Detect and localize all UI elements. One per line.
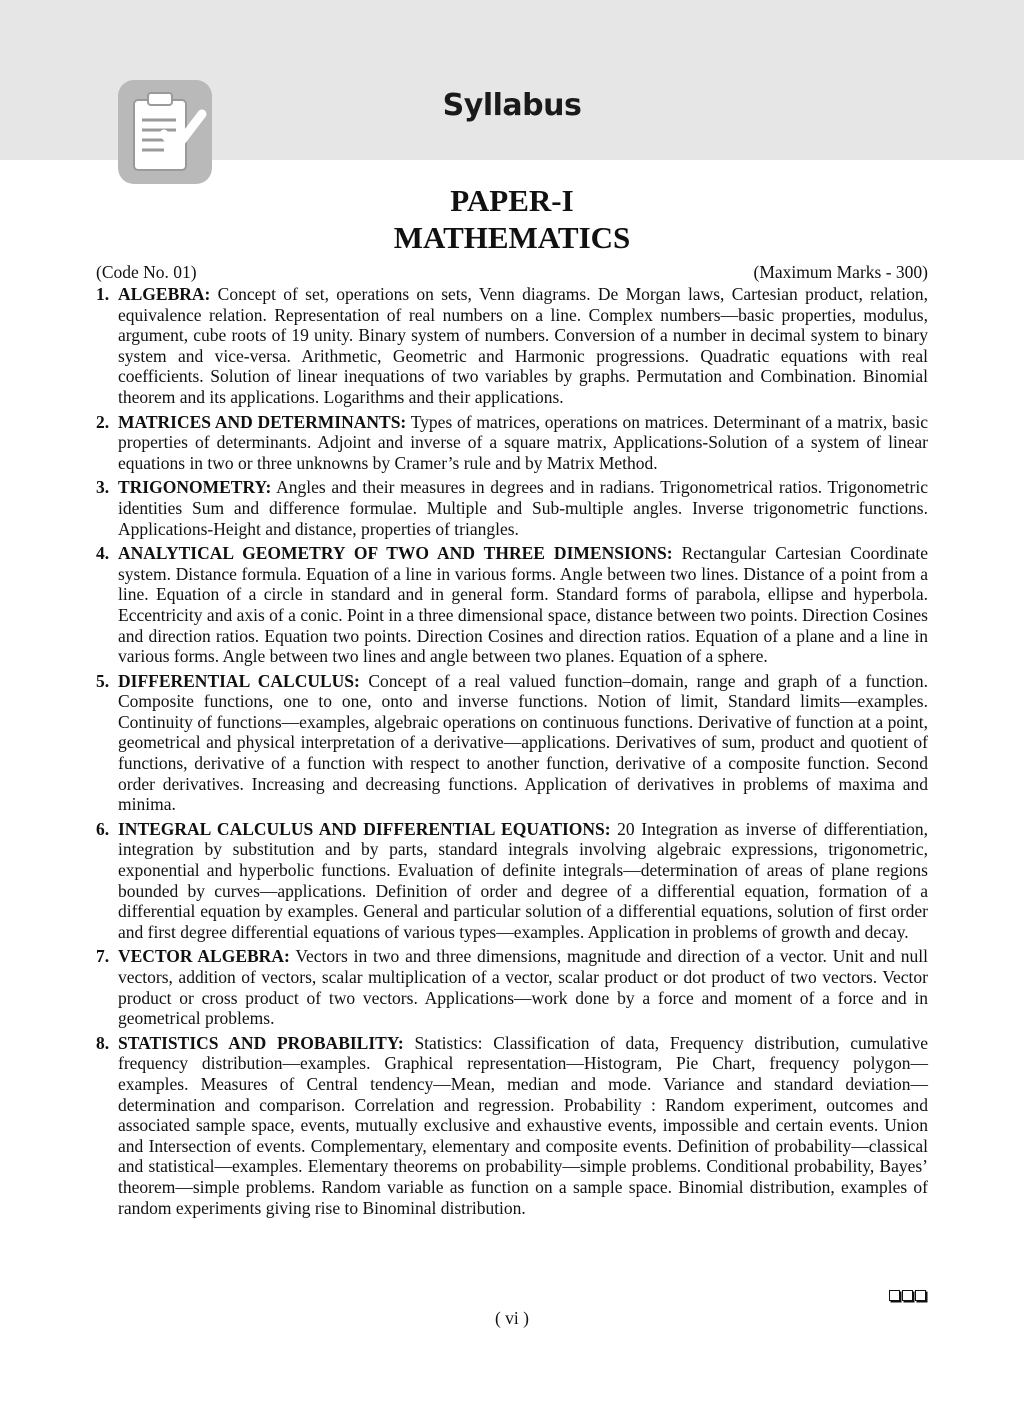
topic-heading: ALGEBRA: — [118, 284, 211, 304]
topic-number: 8. — [96, 1032, 110, 1053]
topic-heading: DIFFERENTIAL CALCULUS: — [118, 670, 360, 691]
topic-number: 3. — [96, 477, 110, 498]
topic-text: Vectors in two and three dimensions, magnitude and direction of a vector. Unit and null vectors, addition of vectors, scalar multiplication of a vector, scalar product or dot product of two vectors. Vector product or cross product of two vectors. Applications—work done by a force and moment of a force and in geometrical problems. — [118, 946, 928, 1029]
topic-body — [118, 819, 928, 943]
topic-number: 1. — [96, 284, 110, 304]
code-number: (Code No. 01) — [96, 262, 197, 282]
section-title: Syllabus — [442, 88, 582, 123]
paper-title — [0, 182, 1024, 256]
topic-text: Types of matrices, operations on matrices. Determinant of a matrix, basic properties of determinants. Adjoint and inverse of a square matrix, Applications-Solution of a system of linear equations in two or three unknowns by Cramer’s rule and by Matrix Method. — [118, 411, 928, 473]
topic-item — [96, 477, 928, 539]
square-icon — [915, 1290, 926, 1301]
topic-text: Angles and their measures in degrees and in radians. Trigonometrical ratios. Trigonometric identities Sum and difference formulae. Multiple and Sub-multiple angles. Inverse trigonometric functions. Applications-Height and distance, properties of triangles. — [118, 477, 928, 539]
topic-item — [96, 412, 928, 474]
end-of-section-squares-icon — [889, 1290, 926, 1301]
topic-item — [96, 946, 928, 1028]
topic-number: 4. — [96, 543, 110, 564]
syllabus-topic-list — [96, 284, 928, 1222]
topic-text: Concept of a real valued function–domain, range and graph of a function. Composite functions, one to one, onto and inverse functions. Notion of limit, Standard limits—examples. Continuity of functions—examples, algebraic operations on continuous functions. Derivative of function at a point, geometrical and physical interpretation of a derivative—applications. Derivatives of sum, product and quotient of functions, derivative of a function with respect to another function, derivative of a composite function. Second order derivatives. Increasing and decreasing functions. Application of derivatives in problems of maxima and minima. — [118, 670, 929, 815]
square-icon — [902, 1290, 913, 1301]
topic-body — [118, 284, 928, 408]
topic-body — [118, 477, 928, 539]
topic-number: 7. — [96, 946, 110, 967]
topic-heading: TRIGONOMETRY: — [118, 477, 272, 498]
paper-meta-row — [96, 262, 928, 283]
square-icon — [889, 1290, 900, 1301]
topic-heading: MATRICES AND DETERMINANTS: — [118, 411, 407, 432]
topic-item — [96, 671, 928, 815]
topic-body — [118, 671, 928, 815]
topic-number: 6. — [96, 818, 110, 839]
topic-number: 5. — [96, 670, 110, 691]
topic-body — [118, 1033, 928, 1218]
topic-heading: STATISTICS AND PROBABILITY: — [118, 1032, 404, 1053]
topic-body — [118, 543, 928, 667]
subject-title: MATHEMATICS — [393, 220, 631, 255]
topic-item — [96, 819, 928, 943]
topic-body — [118, 412, 928, 474]
topic-heading: VECTOR ALGEBRA: — [118, 946, 290, 967]
topic-heading: INTEGRAL CALCULUS AND DIFFERENTIAL EQUATIONS: — [118, 818, 611, 839]
topic-text: Statistics: Classification of data, Frequency distribution, cumulative frequency distribution—examples. Graphical representation—Histogram, Pie Chart, frequency polygon— examples. Measures of Central tendency—Mean, median and mode. Variance and standard deviation—determination and comparison. Correlation and regression. Probability : Random experiment, outcomes and associated sample space, events, mutually exclusive and exhaustive events, impossible and certain events. Union and Intersection of events. Complementary, elementary and composite events. Definition of probability—classical and statistical—examples. Elementary theorems on probability—simple problems. Conditional probability, Bayes’ theorem—simple problems. Random variable as function on a sample space. Binomial distribution, examples of random experiments giving rise to Binominal distribution. — [118, 1032, 928, 1218]
topic-number: 2. — [96, 411, 110, 432]
topic-item — [96, 543, 928, 667]
paper-line: PAPER-I — [450, 183, 574, 218]
topic-body — [118, 946, 928, 1028]
topic-item — [96, 1033, 928, 1218]
topic-item — [96, 284, 928, 408]
topic-text: Rectangular Cartesian Coordinate system. Distance formula. Equation of a line in various forms. Angle between two lines. Distance of a point from a line. Equation of a circle in standard and in general form. Standard forms of parabola, ellipse and hyperbola. Eccentricity and axis of a conic. Point in a three dimensional space, distance between two points. Direction Cosines and direction ratios. Equation two points. Direction Cosines and direction ratios. Equation of a plane and a line in various forms. Angle between two lines and angle between two planes. Equation of a sphere. — [118, 543, 929, 667]
topic-text: Concept of set, operations on sets, Venn diagrams. De Morgan laws, Cartesian product, relation, equivalence relation. Representation of real numbers on a line. Complex numbers—basic properties, modulus, argument, cube roots of 19 unity. Binary system of numbers. Conversion of a number in decimal system to binary system and vice-versa. Arithmetic, Geometric and Harmonic progressions. Quadratic equations with real coefficients. Solution of linear inequations of two variables by graphs. Permutation and Combination. Binomial theorem and its applications. Logarithms and their applications. — [118, 284, 929, 407]
topic-heading: ANALYTICAL GEOMETRY OF TWO AND THREE DIMENSIONS: — [118, 543, 673, 564]
page-number: ( vi ) — [494, 1308, 530, 1328]
topic-text: 20 Integration as inverse of differentiation, integration by substitution and by parts, standard integrals involving algebraic expressions, trigonometric, exponential and hyperbolic functions. Evaluation of definite integrals—determination of areas of plane regions bounded by curves—applications. Definition of order and degree of a differential equation, formation of a differential equation by examples. General and particular solution of a differential equations, solution of first order and first degree differential equations of various types—examples. Application in problems of growth and decay. — [118, 818, 928, 942]
maximum-marks: (Maximum Marks - 300) — [753, 262, 928, 282]
